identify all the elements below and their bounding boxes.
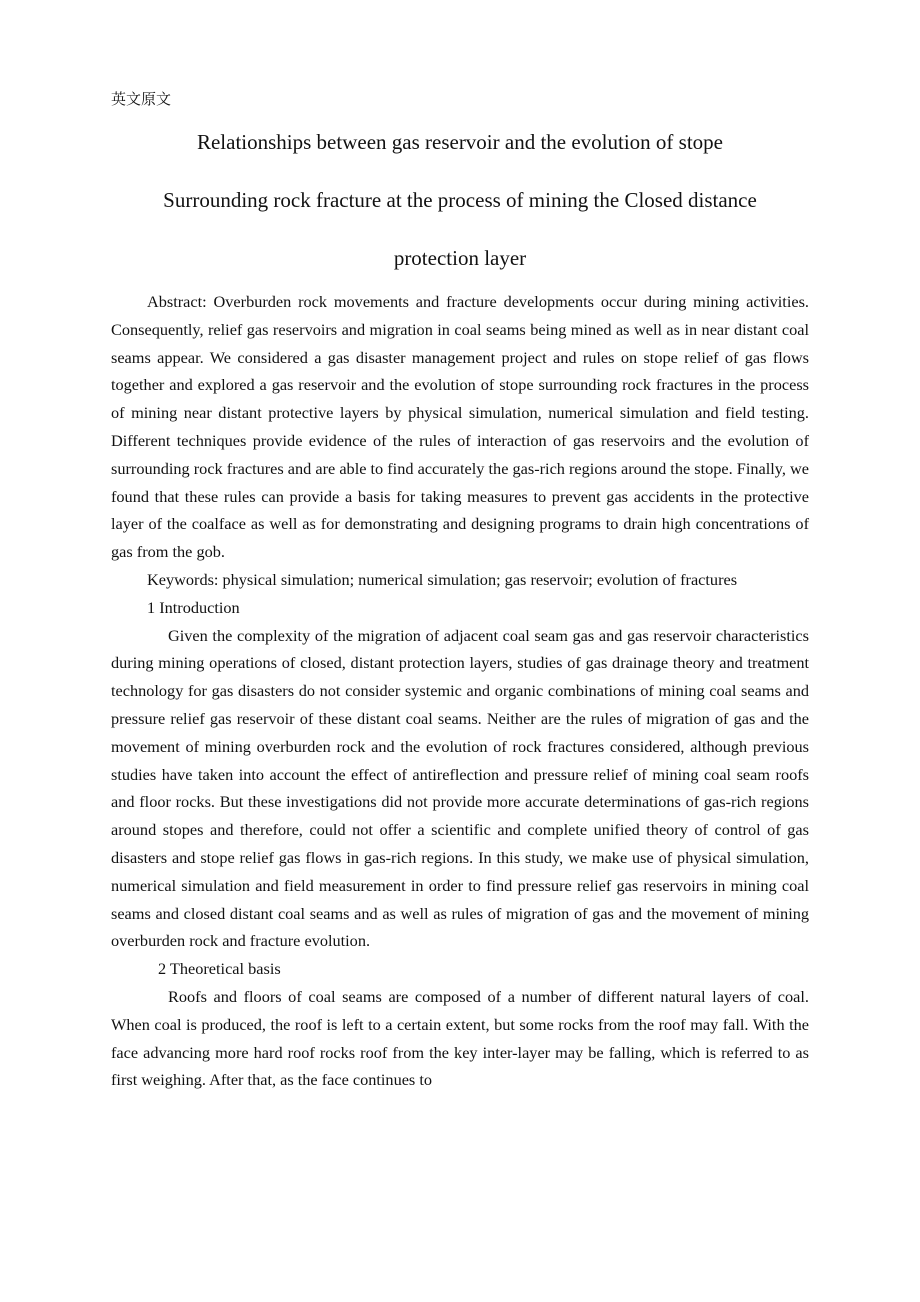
section-heading-theoretical-basis: 2 Theoretical basis	[158, 959, 281, 979]
keywords-paragraph: Keywords: physical simulation; numerical simulation; gas reservoir; evolution of fractures	[147, 569, 738, 589]
abstract-paragraph: Abstract: Overburden rock movements and fracture developments occur during mining activities. Consequently, relief gas reservoirs and migration in coal seams being mined as well as in near distant coal seams appear. We considered a gas disaster management project and rules on stope relief of gas flows together and explored a gas reservoir and the evolution of stope surrounding rock fractures in the process of mining near distant protective layers by physical simulation, numerical simulation and field testing. Different techniques provide evidence of the rules of interaction of gas reservoirs and the evolution of surrounding rock fractures and are able to find accurately the gas-rich regions around the stope. Finally, we found that these rules can provide a basis for taking measures to prevent gas accidents in the protective layer of the coalface as well as for demonstrating and designing programs to drain high concentrations of gas from the gob.	[111, 292, 809, 562]
title-line-3: protection layer	[393, 246, 527, 270]
original-text-label: 英文原文	[111, 92, 172, 108]
title-line-1: Relationships between gas reservoir and the evolution of stope	[196, 130, 724, 154]
title-line-2: Surrounding rock fracture at the process of mining the Closed distance	[163, 188, 757, 212]
theoretical-basis-paragraph: Roofs and floors of coal seams are composed of a number of different natural layers of coal. When coal is produced, the roof is left to a certain extent, but some rocks from the roof may fall. With the face advancing more hard roof rocks roof from the key inter-layer may be falling, which is referred to as first weighing. After that, as the face continues to	[111, 986, 809, 1090]
document-body	[111, 288, 809, 1094]
introduction-paragraph: Given the complexity of the migration of adjacent coal seam gas and gas reservoir characteristics during mining operations of closed, distant protection layers, studies of gas drainage theory and treatment technology for gas disasters do not consider systemic and organic combinations of mining coal seams and pressure relief gas reservoir of these distant coal seams. Neither are the rules of migration of gas and the movement of mining overburden rock and the evolution of rock fractures considered, although previous studies have taken into account the effect of antireflection and pressure relief of mining coal seam roofs and floor rocks. But these investigations did not provide more accurate determinations of gas-rich regions around stopes and therefore, could not offer a scientific and complete unified theory of control of gas disasters and stope relief gas flows in gas-rich regions. In this study, we make use of physical simulation, numerical simulation and field measurement in order to find pressure relief gas reservoirs in mining coal seams and closed distant coal seams and as well as rules of migration of gas and the movement of mining overburden rock and fracture evolution.	[111, 625, 809, 951]
section-heading-introduction: 1 Introduction	[147, 597, 240, 617]
